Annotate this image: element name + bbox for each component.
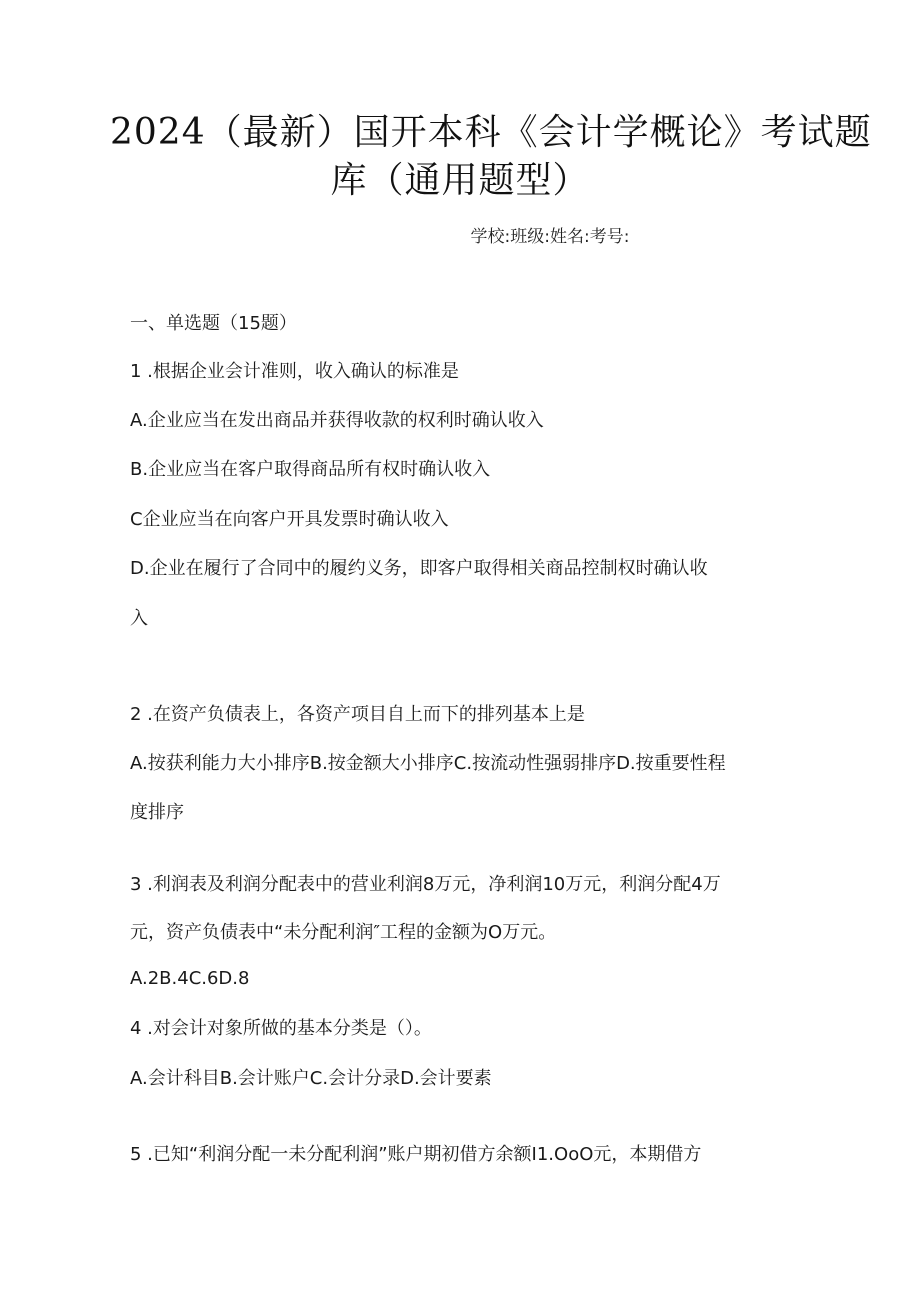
question-2-options: A.按获利能力大小排序B.按金额大小排序C.按流动性强弱排序D.按重要性程 (130, 753, 726, 774)
question-5-stem: 5 .已知“利润分配一未分配利润”账户期初借方余额I1.OoO元，本期借方 (130, 1144, 702, 1165)
question-3-options: A.2B.4C.6D.8 (130, 968, 250, 989)
document-title-line-2: 库（通用题型） (330, 160, 590, 201)
question-1-option-d-cont: 入 (130, 608, 148, 629)
question-1-stem: 1 .根据企业会计准则，收入确认的标准是 (130, 361, 459, 382)
question-1-option-d: D.企业在履行了合同中的履约义务，即客户取得相关商品控制权时确认收 (130, 558, 708, 579)
document-title-line-1: 2024（最新）国开本科《会计学概论》考试题 (110, 112, 872, 153)
question-3-stem: 3 .利润表及利润分配表中的营业利润8万元，净利润10万元，利润分配4万 (130, 874, 721, 895)
section-heading: 一、单选题（15题） (130, 313, 297, 334)
question-3-stem-cont: 元，资产负债表中“未分配利润″工程的金额为O万元。 (130, 922, 557, 943)
question-1-option-a: A.企业应当在发出商品并获得收款的权利时确认收入 (130, 410, 544, 431)
question-4-stem: 4 .对会计对象所做的基本分类是（）。 (130, 1018, 432, 1039)
question-2-stem: 2 .在资产负债表上，各资产项目自上而下的排列基本上是 (130, 704, 585, 725)
question-4-options: A.会计科目B.会计账户C.会计分录D.会计要素 (130, 1068, 492, 1089)
question-1-option-c: C企业应当在向客户开具发票时确认收入 (130, 509, 449, 530)
question-1-option-b: B.企业应当在客户取得商品所有权时确认收入 (130, 459, 491, 480)
student-info-line: 学校:班级:姓名:考号: (470, 227, 630, 247)
question-2-options-cont: 度排序 (130, 802, 184, 823)
